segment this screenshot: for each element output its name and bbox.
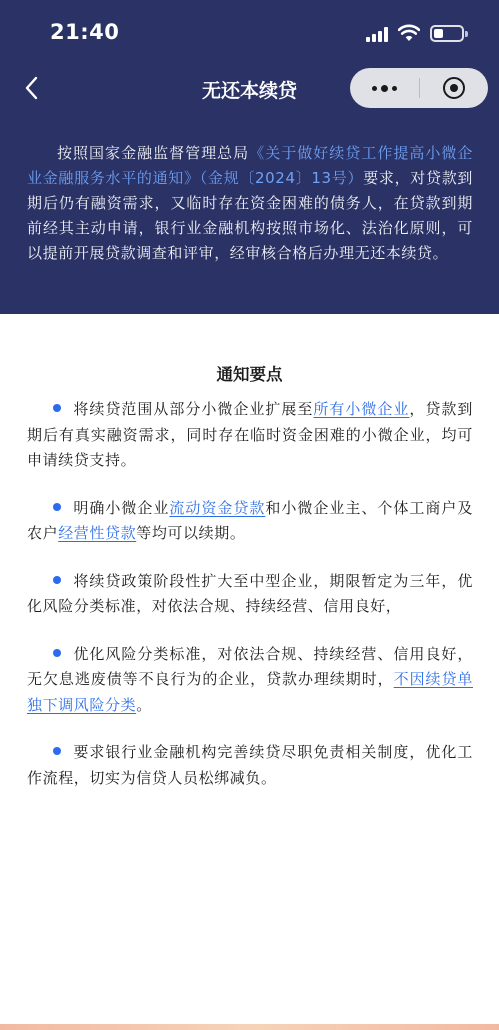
- list-item: [27, 397, 473, 474]
- intro-prefix: 按照国家金融监督管理总局: [57, 144, 250, 162]
- list-item: [27, 642, 473, 719]
- point-text: 明确小微企业: [73, 498, 170, 517]
- point-text: 。: [136, 695, 152, 714]
- bullet-dot-icon: [53, 576, 61, 584]
- status-bar: [0, 0, 499, 64]
- list-item: [27, 496, 473, 547]
- bullet-dot-icon: [53, 747, 61, 755]
- status-time: 21:40: [50, 20, 120, 44]
- highlight-link[interactable]: 经营性贷款: [58, 524, 137, 542]
- notice-link[interactable]: 《关于做好续贷工作提高小微企业金融服务水平的通知》（金规〔2024〕13号）: [27, 144, 474, 187]
- intro-suffix: 要求，对贷款到期后仍有融资需求，又临时存在资金困难的债务人，在贷款到期前经其主动申请，银行业金融机构按照市场化、法治化原则，可以提前开展贷款调查和评审，经审核合格后办理无还本续贷。: [27, 169, 473, 262]
- close-button[interactable]: [420, 68, 488, 108]
- wifi-icon: [398, 24, 420, 42]
- point-text: 将续贷政策阶段性扩大至中型企业，期限暂定为三年，优化风险分类标准，对依法合规、持续经营、信用良好，: [27, 571, 473, 615]
- highlight-link[interactable]: 流动资金贷款: [169, 498, 266, 517]
- list-item: [27, 740, 473, 791]
- header-section: [0, 0, 499, 314]
- more-button[interactable]: [350, 68, 419, 108]
- bullet-dot-icon: [53, 649, 61, 657]
- cellular-signal-icon: [366, 27, 388, 42]
- back-chevron-icon: [24, 76, 40, 100]
- page-title: 无还本续贷: [201, 80, 297, 102]
- highlight-link[interactable]: 所有小微企业: [313, 400, 410, 418]
- point-text: 和小微企业主、个体工商户及农户: [27, 498, 473, 542]
- section-title: 通知要点: [216, 365, 283, 384]
- bullet-dot-icon: [53, 503, 61, 511]
- key-points-list: [27, 397, 473, 813]
- more-dots-icon: [372, 85, 397, 92]
- point-text: ，贷款到期后有真实融资需求，同时存在临时资金困难的小微企业，均可申请续贷支持。: [27, 400, 473, 469]
- point-text: 要求银行业金融机构完善续贷尽职免责相关制度，优化工作流程，切实为信贷人员松绑减负。: [27, 743, 473, 787]
- close-target-icon: [443, 77, 465, 99]
- bottom-divider: [0, 1024, 499, 1030]
- point-text: 优化风险分类标准，对依法合规、持续经营、信用良好，无欠息逃废债等不良行为的企业，贷款办理续期时，: [27, 644, 473, 688]
- battery-icon: [430, 25, 464, 42]
- point-text: 将续贷范围从部分小微企业扩展至: [73, 400, 314, 418]
- intro-paragraph: [27, 141, 473, 266]
- bullet-dot-icon: [53, 404, 61, 412]
- back-button[interactable]: [18, 74, 46, 102]
- point-text: 等均可以续期。: [136, 524, 246, 542]
- highlight-link[interactable]: 不因续贷单独下调风险分类: [27, 670, 473, 714]
- mini-program-capsule: [350, 68, 488, 108]
- list-item: [27, 569, 473, 620]
